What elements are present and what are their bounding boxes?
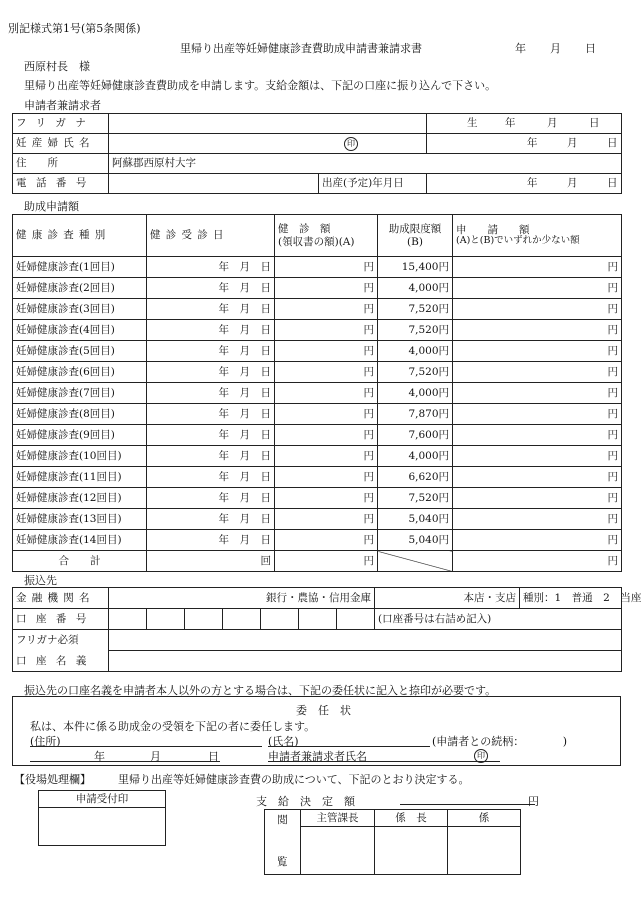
checkup-amount[interactable]: 円 — [275, 446, 378, 467]
intro-text: 里帰り出産等妊婦健康診査費助成を申請します。支給金額は、下記の口座に振り込んで下さい。 — [24, 79, 497, 92]
checkup-date[interactable]: 年 月 日 — [147, 509, 275, 530]
address-input[interactable]: 阿蘇郡西原村大字 — [109, 154, 622, 174]
total-amount[interactable]: 円 — [275, 551, 378, 572]
acct-digit-6[interactable] — [299, 609, 337, 630]
date-month-label: 月 — [550, 42, 561, 55]
stamp-area[interactable] — [39, 808, 166, 846]
etsuran-cell: 閲 覧 — [265, 810, 301, 875]
checkup-date[interactable]: 年 月 日 — [147, 467, 275, 488]
delegation-title: 委 任 状 — [296, 704, 351, 717]
checkup-date[interactable]: 年 月 日 — [147, 362, 275, 383]
birth-date-input[interactable]: 年 月 日 — [427, 134, 622, 154]
delegation-note: 振込先の口座名義を申請者本人以外の方とする場合は、下記の委任状に記入と捺印が必要です。 — [24, 684, 497, 697]
checkup-amount[interactable]: 円 — [275, 383, 378, 404]
total-request[interactable]: 円 — [453, 551, 622, 572]
checkup-amount[interactable]: 円 — [275, 425, 378, 446]
checkup-date[interactable]: 年 月 日 — [147, 341, 275, 362]
checkup-date[interactable]: 年 月 日 — [147, 404, 275, 425]
checkup-request[interactable]: 円 — [453, 278, 622, 299]
delegate-address-line[interactable] — [30, 733, 262, 747]
delegation-date-line[interactable] — [30, 748, 220, 762]
form-title: 里帰り出産等妊婦健康診査費助成申請書兼請求書 — [180, 42, 422, 55]
checkup-limit: 4,000円 — [378, 383, 453, 404]
checkup-name: 妊婦健康診査(14回目) — [13, 530, 147, 551]
delegation-month: 月 — [150, 750, 161, 763]
col-request-header: 申 請 額 (A)と(B)でいずれか少ない額 — [453, 215, 622, 257]
checkup-limit: 5,040円 — [378, 509, 453, 530]
chief-label: 主管課長 — [301, 810, 375, 827]
checkup-name: 妊婦健康診査(1回目) — [13, 257, 147, 278]
checkup-name: 妊婦健康診査(7回目) — [13, 383, 147, 404]
grant-row — [13, 467, 622, 488]
checkup-amount[interactable]: 円 — [275, 404, 378, 425]
addressee: 西原村長 様 — [24, 60, 90, 73]
col-limit-header: 助成限度額 (B) — [378, 215, 453, 257]
checkup-date[interactable]: 年 月 日 — [147, 425, 275, 446]
furigana-input[interactable] — [109, 114, 427, 134]
acct-digit-3[interactable] — [185, 609, 223, 630]
checkup-date[interactable]: 年 月 日 — [147, 488, 275, 509]
grant-row — [13, 425, 622, 446]
checkup-amount[interactable]: 円 — [275, 488, 378, 509]
acct-digit-2[interactable] — [147, 609, 185, 630]
grant-table — [12, 214, 622, 572]
delegation-seal-mark: 印 — [474, 749, 488, 763]
total-limit-blank — [378, 551, 453, 572]
checkup-request[interactable]: 円 — [453, 299, 622, 320]
checkup-limit: 4,000円 — [378, 341, 453, 362]
checkup-request[interactable]: 円 — [453, 404, 622, 425]
payment-amount-line[interactable] — [400, 790, 535, 805]
checkup-limit: 7,520円 — [378, 362, 453, 383]
checkup-name: 妊婦健康診査(11回目) — [13, 467, 147, 488]
checkup-limit: 4,000円 — [378, 446, 453, 467]
checkup-name: 妊婦健康診査(5回目) — [13, 341, 147, 362]
date-day-label: 日 — [585, 42, 596, 55]
kakaricho-stamp[interactable] — [375, 827, 448, 875]
checkup-request[interactable]: 円 — [453, 257, 622, 278]
approval-table — [264, 809, 521, 875]
account-number-note: (口座番号は右詰め記入) — [375, 609, 622, 630]
checkup-name: 妊婦健康診査(9回目) — [13, 425, 147, 446]
account-number-label: 口座番号 — [13, 609, 109, 630]
checkup-amount[interactable]: 円 — [275, 341, 378, 362]
applicant-name-line[interactable] — [268, 748, 500, 762]
checkup-limit: 15,400円 — [378, 257, 453, 278]
checkup-limit: 7,520円 — [378, 488, 453, 509]
delegate-name-line[interactable] — [268, 733, 430, 747]
applicant-section-label: 申請者兼請求者 — [24, 99, 101, 112]
checkup-name: 妊婦健康診査(3回目) — [13, 299, 147, 320]
checkup-request[interactable]: 円 — [453, 488, 622, 509]
chief-stamp[interactable] — [301, 827, 375, 875]
checkup-amount[interactable]: 円 — [275, 257, 378, 278]
payment-label: 支 給 決 定 額 — [256, 795, 355, 808]
bank-table — [12, 587, 641, 672]
delegate-relation[interactable]: (申請者との続柄： ) — [432, 735, 568, 748]
grant-section-label: 助成申請額 — [24, 200, 79, 213]
seal-mark: 印 — [344, 137, 358, 151]
checkup-name: 妊婦健康診査(8回目) — [13, 404, 147, 425]
checkup-request[interactable]: 円 — [453, 446, 622, 467]
checkup-date[interactable]: 年 月 日 — [147, 299, 275, 320]
furigana-required-label: フリガナ必須 — [13, 630, 109, 651]
checkup-amount[interactable]: 円 — [275, 467, 378, 488]
due-date-label: 出産(予定)年月日 — [319, 174, 427, 194]
checkup-name: 妊婦健康診査(2回目) — [13, 278, 147, 299]
checkup-name: 妊婦健康診査(10回目) — [13, 446, 147, 467]
account-type[interactable]: 種別：1 普通 2 当座 — [520, 588, 622, 609]
checkup-amount[interactable]: 円 — [275, 530, 378, 551]
grant-row — [13, 383, 622, 404]
checkup-request[interactable]: 円 — [453, 467, 622, 488]
name-input[interactable] — [109, 134, 427, 154]
col-type-header: 健康診査種別 — [13, 215, 147, 257]
checkup-limit: 6,620円 — [378, 467, 453, 488]
col-date-header: 健診受診日 — [147, 215, 275, 257]
office-label: 【役場処理欄】 — [14, 773, 91, 786]
checkup-name: 妊婦健康診査(12回目) — [13, 488, 147, 509]
delegation-year: 年 — [94, 750, 105, 763]
bank-name-input[interactable]: 銀行・農協・信用金庫 — [109, 588, 375, 609]
acct-digit-5[interactable] — [261, 609, 299, 630]
grant-row — [13, 257, 622, 278]
date-year-label: 年 — [515, 42, 526, 55]
applicant-name-label: 申請者兼請求者氏名 — [268, 750, 367, 763]
total-label: 合 計 — [13, 551, 147, 572]
form-number: 別記様式第1号(第5条関係) — [8, 22, 141, 35]
account-name-label: 口座名義 — [13, 651, 109, 672]
acct-digit-7[interactable] — [337, 609, 375, 630]
grant-row — [13, 488, 622, 509]
grant-row — [13, 509, 622, 530]
checkup-limit: 7,520円 — [378, 320, 453, 341]
grant-row — [13, 530, 622, 551]
checkup-request[interactable]: 円 — [453, 383, 622, 404]
acct-digit-1[interactable] — [109, 609, 147, 630]
checkup-limit: 7,600円 — [378, 425, 453, 446]
checkup-date[interactable]: 年 月 日 — [147, 257, 275, 278]
due-date-input[interactable]: 年 月 日 — [427, 174, 622, 194]
checkup-name: 妊婦健康診査(13回目) — [13, 509, 147, 530]
checkup-request[interactable]: 円 — [453, 362, 622, 383]
delegation-day: 日 — [208, 750, 219, 763]
furigana-label: フリガナ — [13, 114, 109, 134]
checkup-amount[interactable]: 円 — [275, 278, 378, 299]
applicant-table — [12, 113, 622, 194]
grant-row — [13, 320, 622, 341]
total-count[interactable]: 回 — [147, 551, 275, 572]
grant-row — [13, 278, 622, 299]
checkup-name: 妊婦健康診査(4回目) — [13, 320, 147, 341]
checkup-request[interactable]: 円 — [453, 341, 622, 362]
delegate-address-label: (住所) — [30, 735, 61, 748]
account-furigana-input[interactable] — [109, 630, 622, 651]
grant-row — [13, 446, 622, 467]
address-label: 住 所 — [13, 154, 109, 174]
kakari-label: 係 — [448, 810, 521, 827]
checkup-amount[interactable]: 円 — [275, 320, 378, 341]
checkup-limit: 7,520円 — [378, 299, 453, 320]
phone-input[interactable] — [109, 174, 319, 194]
phone-label: 電話番号 — [13, 174, 109, 194]
account-name-input[interactable] — [109, 651, 622, 672]
branch-input[interactable]: 本店・支店 — [375, 588, 520, 609]
checkup-amount[interactable]: 円 — [275, 299, 378, 320]
acct-digit-4[interactable] — [223, 609, 261, 630]
checkup-request[interactable]: 円 — [453, 530, 622, 551]
col-amount-header: 健 診 額 (領収書の額)(A) — [275, 215, 378, 257]
checkup-limit: 4,000円 — [378, 278, 453, 299]
delegation-text: 私は、本件に係る助成金の受領を下記の者に委任します。 — [30, 720, 316, 733]
checkup-date[interactable]: 年 月 日 — [147, 383, 275, 404]
checkup-limit: 5,040円 — [378, 530, 453, 551]
stamp-table — [38, 790, 166, 846]
kakari-stamp[interactable] — [448, 827, 521, 875]
checkup-name: 妊婦健康診査(6回目) — [13, 362, 147, 383]
kakaricho-label: 係 長 — [375, 810, 448, 827]
grant-row — [13, 362, 622, 383]
checkup-date[interactable]: 年 月 日 — [147, 530, 275, 551]
stamp-label: 申請受付印 — [39, 791, 166, 808]
bank-section-label: 振込先 — [24, 574, 57, 587]
grant-row — [13, 341, 622, 362]
checkup-limit: 7,870円 — [378, 404, 453, 425]
grant-row — [13, 404, 622, 425]
payment-yen: 円 — [528, 795, 539, 808]
checkup-amount[interactable]: 円 — [275, 509, 378, 530]
checkup-date[interactable]: 年 月 日 — [147, 320, 275, 341]
bank-name-label: 金融機関名 — [13, 588, 109, 609]
delegate-name-label: (氏名) — [268, 735, 299, 748]
checkup-request[interactable]: 円 — [453, 425, 622, 446]
checkup-date[interactable]: 年 月 日 — [147, 446, 275, 467]
office-decision-text: 里帰り出産等妊婦健康診査費の助成について、下記のとおり決定する。 — [118, 773, 470, 786]
checkup-amount[interactable]: 円 — [275, 362, 378, 383]
checkup-request[interactable]: 円 — [453, 320, 622, 341]
name-label: 妊産婦氏名 — [13, 134, 109, 154]
grant-row — [13, 299, 622, 320]
birth-header: 生 年 月 日 — [427, 114, 622, 134]
checkup-date[interactable]: 年 月 日 — [147, 278, 275, 299]
checkup-request[interactable]: 円 — [453, 509, 622, 530]
